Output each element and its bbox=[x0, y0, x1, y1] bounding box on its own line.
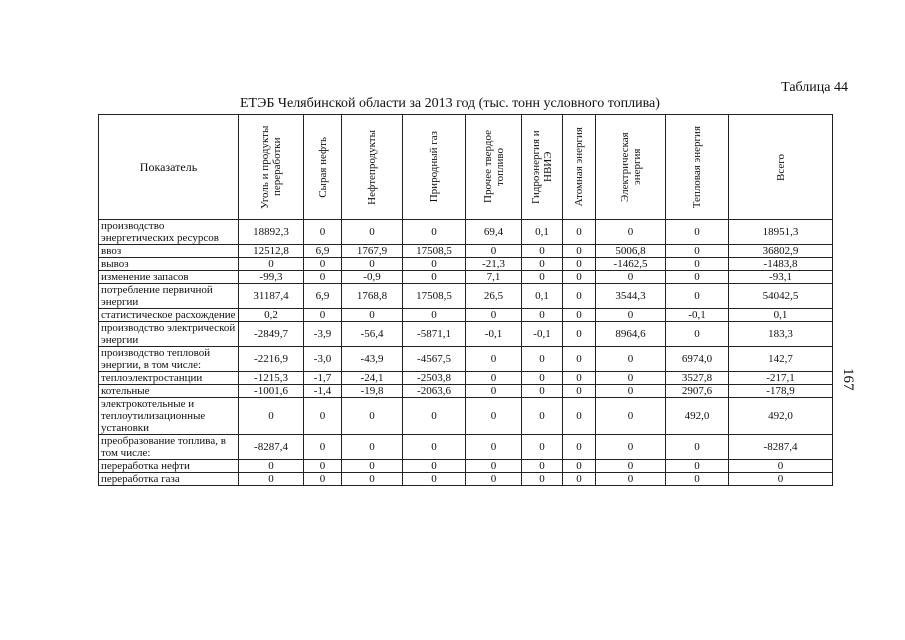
column-header bbox=[522, 115, 563, 220]
table-cell: 0,2 bbox=[239, 309, 304, 322]
table-cell: 12512,8 bbox=[239, 245, 304, 258]
table-cell: 0 bbox=[304, 460, 342, 473]
table-cell: 0 bbox=[342, 435, 403, 460]
table-cell: 0 bbox=[563, 220, 596, 245]
table-cell: 17508,5 bbox=[403, 284, 466, 309]
table-row bbox=[99, 347, 833, 372]
table-cell: 0 bbox=[239, 258, 304, 271]
table-cell: -4567,5 bbox=[403, 347, 466, 372]
table-cell: -8287,4 bbox=[239, 435, 304, 460]
table-row bbox=[99, 322, 833, 347]
table-cell: 0 bbox=[666, 245, 729, 258]
table-cell: -8287,4 bbox=[729, 435, 833, 460]
row-label: преобразование топлива, в том числе: bbox=[99, 435, 239, 460]
table-cell: -0,1 bbox=[466, 322, 522, 347]
table-cell: 0 bbox=[666, 258, 729, 271]
table-cell: 0 bbox=[304, 398, 342, 435]
table-cell: 36802,9 bbox=[729, 245, 833, 258]
table-cell: 183,3 bbox=[729, 322, 833, 347]
table-cell: -19,8 bbox=[342, 385, 403, 398]
table-cell: 0 bbox=[403, 309, 466, 322]
table-cell: -0,1 bbox=[522, 322, 563, 347]
table-cell: 0 bbox=[304, 258, 342, 271]
row-label: вывоз bbox=[99, 258, 239, 271]
table-cell: 142,7 bbox=[729, 347, 833, 372]
column-header-label: Атомная энергия bbox=[573, 127, 585, 207]
table-cell: 0 bbox=[596, 220, 666, 245]
table-cell: 0 bbox=[342, 398, 403, 435]
table-cell: 0 bbox=[466, 245, 522, 258]
table-cell: 0 bbox=[466, 372, 522, 385]
table-cell: -21,3 bbox=[466, 258, 522, 271]
table-cell: -43,9 bbox=[342, 347, 403, 372]
table-cell: 0 bbox=[522, 347, 563, 372]
table-cell: 0 bbox=[522, 385, 563, 398]
table-cell: 0 bbox=[563, 347, 596, 372]
table-cell: 0 bbox=[563, 258, 596, 271]
table-row bbox=[99, 284, 833, 309]
table-cell: 31187,4 bbox=[239, 284, 304, 309]
table-cell: 5006,8 bbox=[596, 245, 666, 258]
header-row bbox=[99, 115, 833, 220]
table-cell: 0 bbox=[522, 309, 563, 322]
table-cell: -24,1 bbox=[342, 372, 403, 385]
table-cell: 0 bbox=[239, 460, 304, 473]
table-cell: 0 bbox=[522, 435, 563, 460]
table-cell: 0 bbox=[304, 473, 342, 486]
table-cell: 0 bbox=[563, 473, 596, 486]
table-cell: 0 bbox=[666, 322, 729, 347]
table-cell: 26,5 bbox=[466, 284, 522, 309]
table-cell: 0 bbox=[563, 309, 596, 322]
row-label: производство электрической энергии bbox=[99, 322, 239, 347]
table-cell: 0 bbox=[596, 309, 666, 322]
table-cell: 0 bbox=[466, 385, 522, 398]
table-row bbox=[99, 271, 833, 284]
row-label: статистическое расхождение bbox=[99, 309, 239, 322]
table-cell: 0 bbox=[304, 271, 342, 284]
column-header bbox=[466, 115, 522, 220]
table-cell: 3544,3 bbox=[596, 284, 666, 309]
column-header bbox=[666, 115, 729, 220]
table-body bbox=[99, 220, 833, 486]
table-row bbox=[99, 372, 833, 385]
table-cell: -1462,5 bbox=[596, 258, 666, 271]
row-label: производство энергетических ресурсов bbox=[99, 220, 239, 245]
table-cell: -2503,8 bbox=[403, 372, 466, 385]
table-cell: 0 bbox=[403, 398, 466, 435]
column-header-label: Уголь и продукты переработки bbox=[259, 125, 283, 209]
table-cell: 0 bbox=[729, 473, 833, 486]
table-cell: 0 bbox=[596, 271, 666, 284]
column-header-label: Природный газ bbox=[428, 131, 440, 203]
table-cell: 69,4 bbox=[466, 220, 522, 245]
table-cell: 6,9 bbox=[304, 284, 342, 309]
column-header-label: Гидроэнергия и НВИЭ bbox=[530, 130, 554, 204]
table-cell: 18892,3 bbox=[239, 220, 304, 245]
table-cell: -1,4 bbox=[304, 385, 342, 398]
table-cell: 0 bbox=[403, 473, 466, 486]
row-label: электрокотельные и теплоутилизационные установки bbox=[99, 398, 239, 435]
column-header-label: Всего bbox=[774, 153, 787, 181]
table-cell: 0 bbox=[466, 398, 522, 435]
table-cell: 0 bbox=[239, 398, 304, 435]
table-cell: 6974,0 bbox=[666, 347, 729, 372]
table-cell: -0,9 bbox=[342, 271, 403, 284]
column-header-label: Сырая нефть bbox=[316, 136, 329, 198]
table-cell: 8964,6 bbox=[596, 322, 666, 347]
table-cell: 0 bbox=[342, 220, 403, 245]
table-cell: -1,7 bbox=[304, 372, 342, 385]
table-cell: 0 bbox=[522, 245, 563, 258]
column-header-label: Прочее твердое топливо bbox=[481, 130, 506, 204]
column-header bbox=[304, 115, 342, 220]
table-cell: 0 bbox=[522, 398, 563, 435]
table-cell: 0 bbox=[563, 245, 596, 258]
table-cell: 0 bbox=[304, 435, 342, 460]
table-cell: 0 bbox=[403, 258, 466, 271]
table-row bbox=[99, 385, 833, 398]
table-cell: -99,3 bbox=[239, 271, 304, 284]
table-cell: 0 bbox=[666, 271, 729, 284]
table-number: Таблица 44 bbox=[781, 80, 848, 95]
table-cell: 0 bbox=[466, 309, 522, 322]
table-cell: 6,9 bbox=[304, 245, 342, 258]
table-cell: 0 bbox=[522, 473, 563, 486]
table-caption: ЕТЭБ Челябинской области за 2013 год (тыс. тонн условного топлива) bbox=[240, 96, 660, 111]
row-label: потребление первичной энергии bbox=[99, 284, 239, 309]
table-cell: 3527,8 bbox=[666, 372, 729, 385]
table-cell: 0 bbox=[342, 258, 403, 271]
table-cell: 0 bbox=[466, 473, 522, 486]
table-cell: 0 bbox=[342, 309, 403, 322]
table-cell: 1768,8 bbox=[342, 284, 403, 309]
table-cell: -2849,7 bbox=[239, 322, 304, 347]
column-header bbox=[596, 115, 666, 220]
table-cell: -217,1 bbox=[729, 372, 833, 385]
column-header-label: Электрическая энергия bbox=[618, 132, 643, 202]
table-cell: 0 bbox=[666, 460, 729, 473]
table-cell: 0 bbox=[596, 347, 666, 372]
table-cell: 492,0 bbox=[729, 398, 833, 435]
table-cell: 0,1 bbox=[729, 309, 833, 322]
table-cell: 18951,3 bbox=[729, 220, 833, 245]
table-cell: 0 bbox=[563, 372, 596, 385]
row-label: производство тепловой энергии, в том числе: bbox=[99, 347, 239, 372]
table-cell: 0 bbox=[563, 322, 596, 347]
table-cell: -178,9 bbox=[729, 385, 833, 398]
table-row bbox=[99, 435, 833, 460]
table-row bbox=[99, 309, 833, 322]
table-cell: 0 bbox=[563, 435, 596, 460]
table-cell: 0 bbox=[666, 284, 729, 309]
table-cell: 0 bbox=[596, 460, 666, 473]
table-cell: 0 bbox=[403, 220, 466, 245]
table-cell: 0 bbox=[304, 220, 342, 245]
table-cell: 0 bbox=[596, 398, 666, 435]
table-cell: -1483,8 bbox=[729, 258, 833, 271]
table-cell: 0 bbox=[466, 460, 522, 473]
energy-balance-table bbox=[98, 114, 833, 486]
table-cell: 0 bbox=[596, 372, 666, 385]
table-cell: 2907,6 bbox=[666, 385, 729, 398]
table-cell: 0 bbox=[304, 309, 342, 322]
table-cell: 1767,9 bbox=[342, 245, 403, 258]
table-cell: -1215,3 bbox=[239, 372, 304, 385]
table-cell: 0 bbox=[563, 460, 596, 473]
table-cell: 0 bbox=[729, 460, 833, 473]
table-cell: 0 bbox=[563, 271, 596, 284]
table-cell: -1001,6 bbox=[239, 385, 304, 398]
table-cell: 0 bbox=[403, 271, 466, 284]
row-label: ввоз bbox=[99, 245, 239, 258]
table-row bbox=[99, 460, 833, 473]
table-row bbox=[99, 220, 833, 245]
row-label: изменение запасов bbox=[99, 271, 239, 284]
table-cell: 0 bbox=[342, 460, 403, 473]
table-cell: 0 bbox=[403, 460, 466, 473]
column-header bbox=[563, 115, 596, 220]
column-header-label: Тепловая энергия bbox=[691, 125, 703, 209]
page-number: 167 bbox=[840, 368, 856, 391]
table-cell: 0 bbox=[466, 435, 522, 460]
row-label: теплоэлектростанции bbox=[99, 372, 239, 385]
column-header-label: Нефтепродукты bbox=[366, 129, 378, 205]
table-cell: -0,1 bbox=[666, 309, 729, 322]
row-label: переработка нефти bbox=[99, 460, 239, 473]
table-cell: 492,0 bbox=[666, 398, 729, 435]
table-cell: -2063,6 bbox=[403, 385, 466, 398]
row-label: переработка газа bbox=[99, 473, 239, 486]
table-cell: 0,1 bbox=[522, 284, 563, 309]
row-label: котельные bbox=[99, 385, 239, 398]
table-row bbox=[99, 473, 833, 486]
table-cell: 0 bbox=[466, 347, 522, 372]
table-cell: -5871,1 bbox=[403, 322, 466, 347]
table-cell: 17508,5 bbox=[403, 245, 466, 258]
table-row bbox=[99, 258, 833, 271]
column-header bbox=[239, 115, 304, 220]
table-cell: -3,9 bbox=[304, 322, 342, 347]
table-cell: 0 bbox=[563, 385, 596, 398]
table-cell: 0 bbox=[522, 271, 563, 284]
table-cell: 0,1 bbox=[522, 220, 563, 245]
table-cell: 0 bbox=[239, 473, 304, 486]
table-cell: 7,1 bbox=[466, 271, 522, 284]
table-cell: 0 bbox=[666, 473, 729, 486]
table-cell: 0 bbox=[403, 435, 466, 460]
table-cell: 0 bbox=[666, 435, 729, 460]
table-cell: 0 bbox=[596, 385, 666, 398]
column-header bbox=[342, 115, 403, 220]
table-cell: 0 bbox=[596, 435, 666, 460]
table-cell: 0 bbox=[522, 372, 563, 385]
table-cell: 0 bbox=[522, 460, 563, 473]
column-header bbox=[403, 115, 466, 220]
table-row bbox=[99, 245, 833, 258]
table-cell: 0 bbox=[342, 473, 403, 486]
table-cell: -2216,9 bbox=[239, 347, 304, 372]
table-cell: 0 bbox=[563, 284, 596, 309]
table-cell: 0 bbox=[563, 398, 596, 435]
column-header bbox=[729, 115, 833, 220]
table-cell: -56,4 bbox=[342, 322, 403, 347]
table-cell: 0 bbox=[596, 473, 666, 486]
table-cell: 54042,5 bbox=[729, 284, 833, 309]
table-cell: -3,0 bbox=[304, 347, 342, 372]
column-header: Показатель bbox=[99, 115, 239, 220]
table-cell: -93,1 bbox=[729, 271, 833, 284]
table-row bbox=[99, 398, 833, 435]
table-cell: 0 bbox=[522, 258, 563, 271]
table-cell: 0 bbox=[666, 220, 729, 245]
